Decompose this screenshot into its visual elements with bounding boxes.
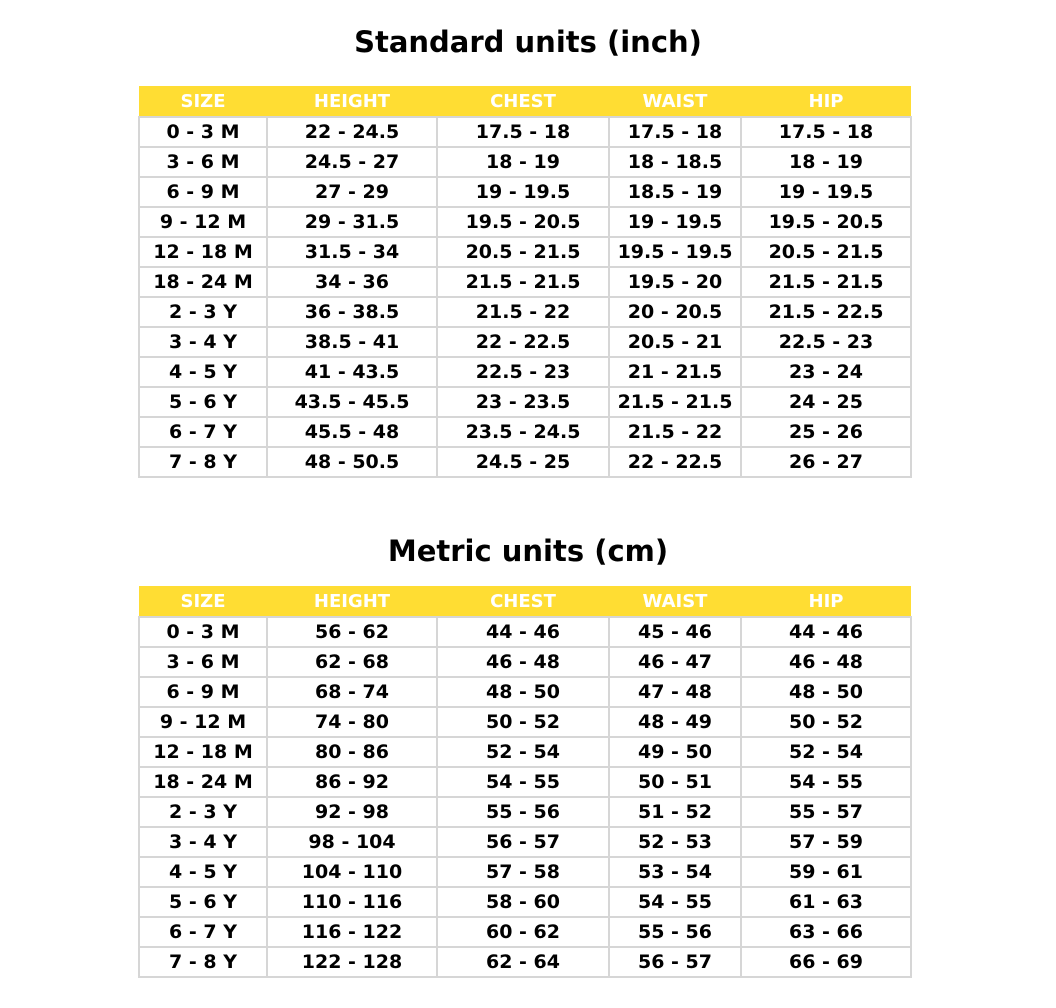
table-cell-height: 122 - 128 (267, 947, 437, 977)
table-cell-hip: 61 - 63 (741, 887, 911, 917)
metric-units-title: Metric units (cm) (387, 534, 669, 568)
table-row (139, 267, 911, 297)
table-cell-size: 5 - 6 Y (139, 387, 267, 417)
table-row (139, 947, 911, 977)
table-cell-waist: 45 - 46 (609, 617, 741, 647)
table-cell-size: 18 - 24 M (139, 267, 267, 297)
table-cell-size: 4 - 5 Y (139, 857, 267, 887)
column-header-height: HEIGHT (267, 586, 437, 617)
table-cell-hip: 25 - 26 (741, 417, 911, 447)
table-row (139, 447, 911, 477)
table-cell-waist: 21 - 21.5 (609, 357, 741, 387)
table-cell-waist: 50 - 51 (609, 767, 741, 797)
table-cell-hip: 46 - 48 (741, 647, 911, 677)
column-header-chest: CHEST (437, 86, 609, 117)
table-cell-size: 18 - 24 M (139, 767, 267, 797)
table-cell-hip: 18 - 19 (741, 147, 911, 177)
table-cell-chest: 19.5 - 20.5 (437, 207, 609, 237)
table-cell-waist: 52 - 53 (609, 827, 741, 857)
table-cell-size: 3 - 6 M (139, 647, 267, 677)
table-cell-height: 31.5 - 34 (267, 237, 437, 267)
table-row (139, 147, 911, 177)
table-cell-chest: 57 - 58 (437, 857, 609, 887)
table-cell-chest: 23.5 - 24.5 (437, 417, 609, 447)
table-cell-chest: 62 - 64 (437, 947, 609, 977)
column-header-waist: WAIST (609, 86, 741, 117)
table-cell-height: 86 - 92 (267, 767, 437, 797)
table-row (139, 327, 911, 357)
table-cell-size: 9 - 12 M (139, 707, 267, 737)
table-cell-height: 38.5 - 41 (267, 327, 437, 357)
table-row (139, 207, 911, 237)
table-cell-waist: 20 - 20.5 (609, 297, 741, 327)
table-cell-chest: 23 - 23.5 (437, 387, 609, 417)
table-cell-chest: 55 - 56 (437, 797, 609, 827)
table-cell-size: 7 - 8 Y (139, 947, 267, 977)
column-header-hip: HIP (741, 586, 911, 617)
table-cell-chest: 60 - 62 (437, 917, 609, 947)
table-cell-chest: 46 - 48 (437, 647, 609, 677)
table-cell-size: 2 - 3 Y (139, 797, 267, 827)
table-cell-waist: 18.5 - 19 (609, 177, 741, 207)
table-cell-hip: 54 - 55 (741, 767, 911, 797)
table-cell-chest: 17.5 - 18 (437, 117, 609, 147)
table-cell-waist: 55 - 56 (609, 917, 741, 947)
table-cell-height: 36 - 38.5 (267, 297, 437, 327)
table-cell-height: 48 - 50.5 (267, 447, 437, 477)
table-cell-hip: 50 - 52 (741, 707, 911, 737)
table-cell-hip: 21.5 - 22.5 (741, 297, 911, 327)
table-cell-waist: 19.5 - 20 (609, 267, 741, 297)
table-cell-hip: 52 - 54 (741, 737, 911, 767)
table-cell-size: 2 - 3 Y (139, 297, 267, 327)
table-cell-height: 22 - 24.5 (267, 117, 437, 147)
table-cell-size: 0 - 3 M (139, 617, 267, 647)
table-cell-size: 4 - 5 Y (139, 357, 267, 387)
table-cell-size: 5 - 6 Y (139, 887, 267, 917)
table-cell-hip: 24 - 25 (741, 387, 911, 417)
table-cell-chest: 20.5 - 21.5 (437, 237, 609, 267)
table-cell-hip: 23 - 24 (741, 357, 911, 387)
table-cell-waist: 47 - 48 (609, 677, 741, 707)
table-cell-chest: 58 - 60 (437, 887, 609, 917)
table-cell-waist: 51 - 52 (609, 797, 741, 827)
table-cell-waist: 48 - 49 (609, 707, 741, 737)
table-row (139, 297, 911, 327)
table-header-row (139, 86, 911, 117)
table-cell-size: 6 - 9 M (139, 177, 267, 207)
standard-size-table (138, 86, 912, 478)
table-cell-size: 6 - 7 Y (139, 417, 267, 447)
column-header-size: SIZE (139, 586, 267, 617)
table-row (139, 177, 911, 207)
table-row (139, 887, 911, 917)
table-cell-waist: 19.5 - 19.5 (609, 237, 741, 267)
table-row (139, 707, 911, 737)
table-cell-size: 0 - 3 M (139, 117, 267, 147)
column-header-height: HEIGHT (267, 86, 437, 117)
table-cell-size: 3 - 4 Y (139, 327, 267, 357)
table-cell-height: 98 - 104 (267, 827, 437, 857)
table-cell-size: 6 - 7 Y (139, 917, 267, 947)
table-cell-hip: 57 - 59 (741, 827, 911, 857)
table-cell-height: 104 - 110 (267, 857, 437, 887)
table-cell-size: 3 - 4 Y (139, 827, 267, 857)
table-row (139, 737, 911, 767)
table-cell-hip: 63 - 66 (741, 917, 911, 947)
table-header-row (139, 586, 911, 617)
table-cell-waist: 46 - 47 (609, 647, 741, 677)
table-cell-hip: 19.5 - 20.5 (741, 207, 911, 237)
standard-units-title: Standard units (inch) (354, 25, 702, 59)
table-cell-hip: 17.5 - 18 (741, 117, 911, 147)
table-cell-height: 41 - 43.5 (267, 357, 437, 387)
table-row (139, 857, 911, 887)
table-cell-waist: 22 - 22.5 (609, 447, 741, 477)
table-cell-hip: 59 - 61 (741, 857, 911, 887)
table-cell-waist: 54 - 55 (609, 887, 741, 917)
table-cell-waist: 21.5 - 21.5 (609, 387, 741, 417)
table-cell-chest: 52 - 54 (437, 737, 609, 767)
table-cell-size: 3 - 6 M (139, 147, 267, 177)
table-cell-height: 110 - 116 (267, 887, 437, 917)
table-row (139, 827, 911, 857)
table-cell-size: 6 - 9 M (139, 677, 267, 707)
table-cell-hip: 55 - 57 (741, 797, 911, 827)
table-cell-chest: 56 - 57 (437, 827, 609, 857)
table-cell-chest: 22.5 - 23 (437, 357, 609, 387)
table-cell-waist: 20.5 - 21 (609, 327, 741, 357)
table-row (139, 617, 911, 647)
column-header-chest: CHEST (437, 586, 609, 617)
column-header-size: SIZE (139, 86, 267, 117)
column-header-waist: WAIST (609, 586, 741, 617)
table-cell-height: 43.5 - 45.5 (267, 387, 437, 417)
table-cell-hip: 44 - 46 (741, 617, 911, 647)
table-row (139, 417, 911, 447)
table-row (139, 647, 911, 677)
table-cell-size: 12 - 18 M (139, 237, 267, 267)
table-cell-chest: 48 - 50 (437, 677, 609, 707)
table-cell-waist: 49 - 50 (609, 737, 741, 767)
table-cell-height: 62 - 68 (267, 647, 437, 677)
table-cell-size: 7 - 8 Y (139, 447, 267, 477)
table-row (139, 797, 911, 827)
table-cell-hip: 19 - 19.5 (741, 177, 911, 207)
table-cell-hip: 21.5 - 21.5 (741, 267, 911, 297)
column-header-hip: HIP (741, 86, 911, 117)
table-cell-chest: 21.5 - 21.5 (437, 267, 609, 297)
table-cell-waist: 19 - 19.5 (609, 207, 741, 237)
table-cell-waist: 21.5 - 22 (609, 417, 741, 447)
table-cell-height: 45.5 - 48 (267, 417, 437, 447)
table-cell-hip: 26 - 27 (741, 447, 911, 477)
table-row (139, 917, 911, 947)
table-row (139, 387, 911, 417)
table-cell-chest: 44 - 46 (437, 617, 609, 647)
table-row (139, 357, 911, 387)
table-cell-hip: 48 - 50 (741, 677, 911, 707)
table-row (139, 677, 911, 707)
table-cell-chest: 21.5 - 22 (437, 297, 609, 327)
table-cell-height: 68 - 74 (267, 677, 437, 707)
table-cell-hip: 22.5 - 23 (741, 327, 911, 357)
metric-size-table (138, 586, 912, 978)
table-cell-height: 92 - 98 (267, 797, 437, 827)
table-cell-height: 56 - 62 (267, 617, 437, 647)
table-cell-height: 74 - 80 (267, 707, 437, 737)
table-cell-chest: 19 - 19.5 (437, 177, 609, 207)
table-cell-height: 116 - 122 (267, 917, 437, 947)
table-cell-size: 9 - 12 M (139, 207, 267, 237)
table-row (139, 237, 911, 267)
table-cell-chest: 22 - 22.5 (437, 327, 609, 357)
table-cell-chest: 50 - 52 (437, 707, 609, 737)
table-cell-height: 34 - 36 (267, 267, 437, 297)
table-cell-waist: 18 - 18.5 (609, 147, 741, 177)
table-row (139, 767, 911, 797)
table-cell-hip: 66 - 69 (741, 947, 911, 977)
table-cell-waist: 53 - 54 (609, 857, 741, 887)
table-cell-chest: 54 - 55 (437, 767, 609, 797)
table-cell-height: 29 - 31.5 (267, 207, 437, 237)
table-cell-chest: 24.5 - 25 (437, 447, 609, 477)
table-row (139, 117, 911, 147)
table-cell-waist: 17.5 - 18 (609, 117, 741, 147)
table-cell-chest: 18 - 19 (437, 147, 609, 177)
table-cell-waist: 56 - 57 (609, 947, 741, 977)
table-cell-height: 24.5 - 27 (267, 147, 437, 177)
table-cell-height: 27 - 29 (267, 177, 437, 207)
table-cell-height: 80 - 86 (267, 737, 437, 767)
table-cell-hip: 20.5 - 21.5 (741, 237, 911, 267)
table-cell-size: 12 - 18 M (139, 737, 267, 767)
